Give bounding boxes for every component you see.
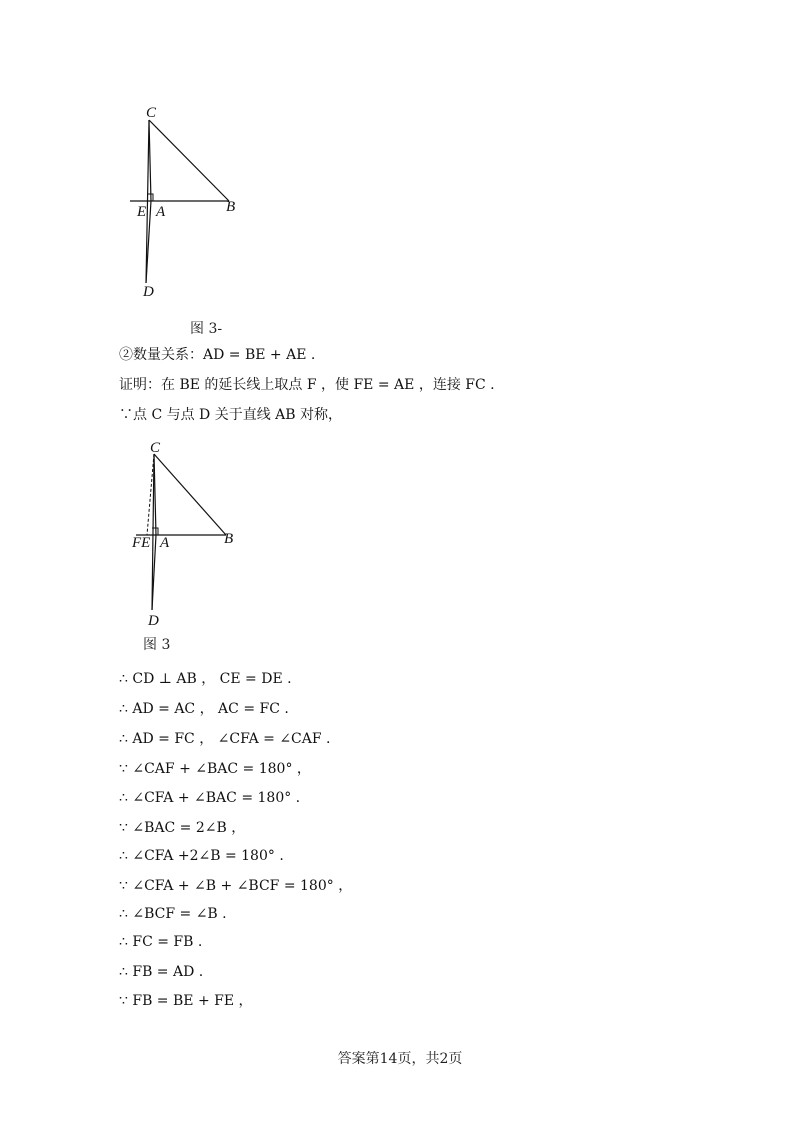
label-b: B — [226, 199, 236, 215]
label-a: A — [156, 204, 166, 220]
proof-line: ∴ AD = AC ， AC = FC . — [119, 701, 289, 717]
text-line: 证明：在 BE 的延长线上取点 F ，使 FE = AE ，连接 FC . — [119, 377, 495, 393]
proof-line: ∵ ∠CAF + ∠BAC = 180° ， — [119, 761, 311, 777]
figure-2-diagram — [120, 430, 260, 635]
proof-line: ∴ FC = FB . — [119, 934, 203, 950]
figure-2-caption: 图 3 — [143, 637, 171, 653]
figure-1-diagram — [120, 95, 260, 310]
proof-line: ∴ ∠BCF = ∠B . — [119, 906, 227, 922]
proof-line: ∵ ∠BAC = 2∠B ， — [119, 820, 246, 836]
label-fe: FE — [132, 535, 151, 551]
page-footer: 答案第14页，共2页 — [337, 1051, 463, 1067]
label-d: D — [148, 613, 159, 629]
proof-line: ∴ CD ⊥ AB ， CE = DE . — [119, 671, 292, 687]
proof-line: ∴ AD = FC ， ∠CFA = ∠CAF . — [119, 731, 331, 747]
figure-2 — [120, 430, 260, 635]
label-c: C — [150, 440, 161, 456]
text-line: ∵点 C 与点 D 关于直线 AB 对称， — [119, 407, 343, 423]
text-line: ②数量关系：AD = BE + AE . — [119, 347, 316, 363]
label-d: D — [143, 284, 154, 300]
label-c: C — [146, 105, 157, 121]
segment-cb — [154, 454, 226, 535]
segment-cb — [149, 120, 229, 201]
proof-line: ∵ ∠CFA + ∠B + ∠BCF = 180° ， — [119, 878, 353, 894]
label-a: A — [160, 535, 170, 551]
label-b: B — [224, 531, 234, 547]
proof-line: ∴ ∠CFA + ∠BAC = 180° . — [119, 790, 301, 806]
proof-line: ∵ FB = BE + FE ， — [119, 993, 253, 1009]
figure-1-caption: 图 3- — [190, 321, 223, 337]
proof-line: ∴ ∠CFA +2∠B = 180° . — [119, 848, 284, 864]
label-e: E — [137, 204, 147, 220]
figure-1 — [120, 95, 260, 310]
proof-line: ∴ FB = AD . — [119, 964, 204, 980]
